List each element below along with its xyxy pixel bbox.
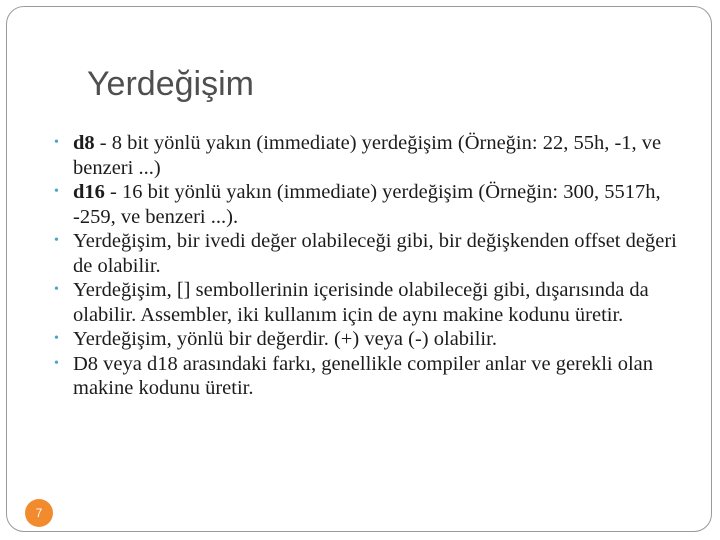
bullet-icon: • — [54, 331, 59, 346]
bullet-item — [51, 327, 701, 352]
bullet-item — [51, 278, 701, 327]
slide-title: Yerdeğişim — [87, 65, 254, 103]
bullet-text: Yerdeğişim, yönlü bir değerdir. (+) veya (-) olabilir. — [73, 328, 497, 350]
bullet-term: d16 — [73, 181, 105, 203]
bullet-icon: • — [54, 282, 59, 297]
bullet-item — [51, 180, 701, 229]
bullet-term: d8 — [73, 132, 95, 154]
bullet-icon: • — [54, 184, 59, 199]
bullet-item — [51, 229, 701, 278]
bullet-item — [51, 352, 701, 401]
bullet-icon: • — [54, 355, 59, 371]
bullet-list — [51, 131, 701, 401]
bullet-icon: • — [54, 233, 59, 248]
bullet-text: Yerdeğişim, [] sembollerinin içerisinde olabileceği gibi, dışarısında da olabilir. Assembler, iki kullanım için de aynı makine kodunu üretir. — [73, 279, 649, 326]
bullet-text: Yerdeğişim, bir ivedi değer olabileceği gibi, bir değişkenden offset değeri de olabilir. — [73, 230, 677, 277]
slide-frame — [6, 6, 712, 532]
bullet-text: - 8 bit yönlü yakın (immediate) yerdeğişim (Örneğin: 22, 55h, -1, ve benzeri ...) — [73, 132, 662, 179]
bullet-icon: • — [54, 135, 59, 150]
bullet-text: - 16 bit yönlü yakın (immediate) yerdeğişim (Örneğin: 300, 5517h, -259, ve benzeri ...). — [73, 181, 661, 228]
bullet-item — [51, 131, 701, 180]
bullet-text: D8 veya d18 arasındaki farkı, genellikle compiler anlar ve gerekli olan makine kodunu üretir. — [73, 352, 654, 399]
slide-number-badge: 7 — [25, 499, 53, 527]
